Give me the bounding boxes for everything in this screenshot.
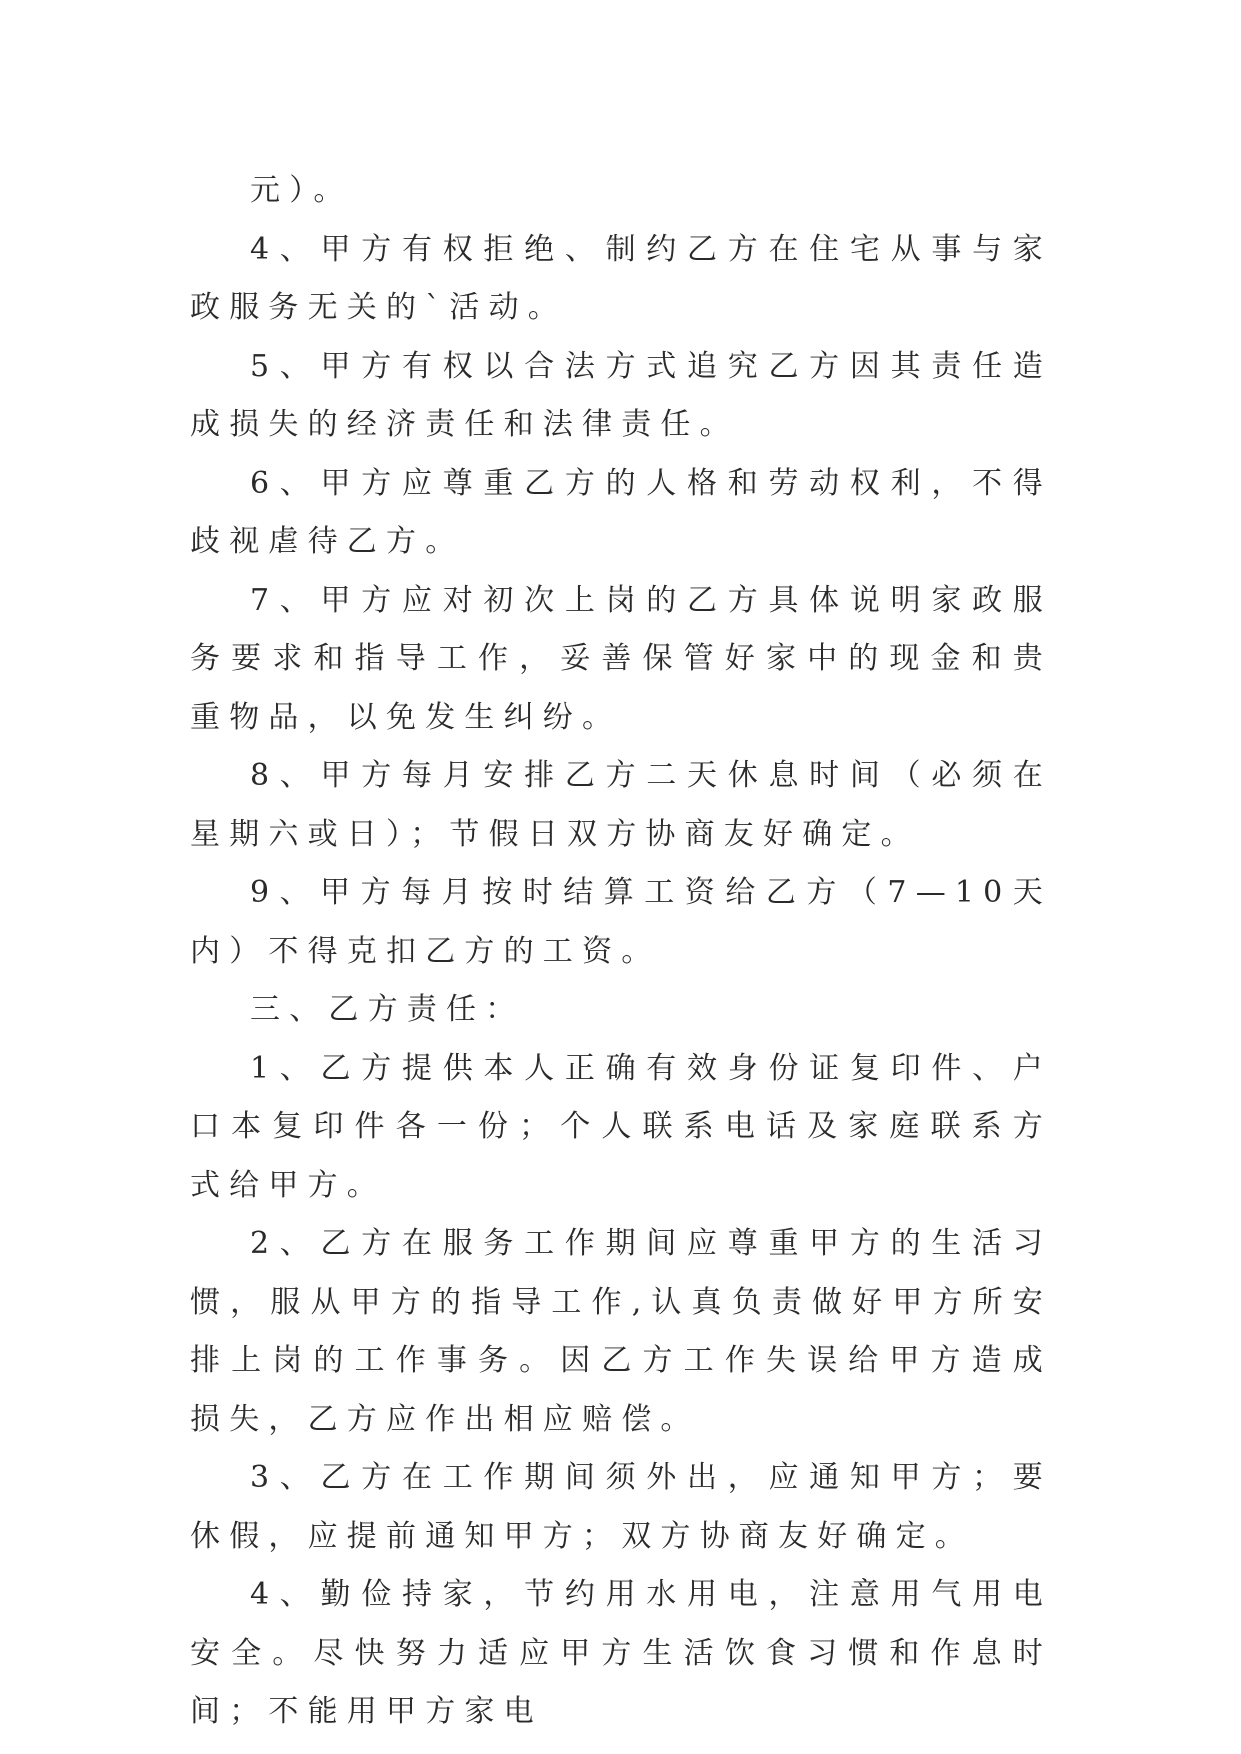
paragraph-party-b-clause-3: 3、乙方在工作期间须外出，应通知甲方；要休假，应提前通知甲方；双方协商友好确定。 xyxy=(190,1460,1052,1554)
paragraph-continuation: 元）。 xyxy=(250,173,353,208)
paragraph-party-b-clause-2: 2、乙方在服务工作期间应尊重甲方的生活习惯，服从甲方的指导工作,认真负责做好甲方所安排上岗的工作事务。因乙方工作失误给甲方造成损失，乙方应作出相应赔偿。 xyxy=(190,1226,1052,1437)
paragraph-party-b-clause-1: 1、乙方提供本人正确有效身份证复印件、户口本复印件各一份；个人联系电话及家庭联系方式给甲方。 xyxy=(190,1050,1052,1203)
paragraph-party-a-clause-6: 6、甲方应尊重乙方的人格和劳动权利，不得歧视虐待乙方。 xyxy=(190,465,1052,559)
paragraph-party-a-clause-7: 7、甲方应对初次上岗的乙方具体说明家政服务要求和指导工作，妥善保管好家中的现金和贵重物品，以免发生纠纷。 xyxy=(190,582,1052,735)
section-heading-party-b: 三、乙方责任： xyxy=(250,992,525,1027)
paragraph-party-b-clause-4: 4、勤俭持家，节约用水用电，注意用气用电安全。尽快努力适应甲方生活饮食习惯和作息时间；不能用甲方家电 xyxy=(190,1577,1052,1729)
paragraph-party-a-clause-9: 9、甲方每月按时结算工资给乙方（7—10天内）不得克扣乙方的工资。 xyxy=(190,875,1052,969)
paragraph-party-a-clause-4: 4、甲方有权拒绝、制约乙方在住宅从事与家政服务无关的`活动。 xyxy=(190,231,1052,325)
paragraph-party-a-clause-8: 8、甲方每月安排乙方二天休息时间（必须在星期六或日）；节假日双方协商友好确定。 xyxy=(190,758,1052,852)
document-body xyxy=(190,162,1052,1742)
paragraph-party-a-clause-5: 5、甲方有权以合法方式追究乙方因其责任造成损失的经济责任和法律责任。 xyxy=(190,348,1052,442)
